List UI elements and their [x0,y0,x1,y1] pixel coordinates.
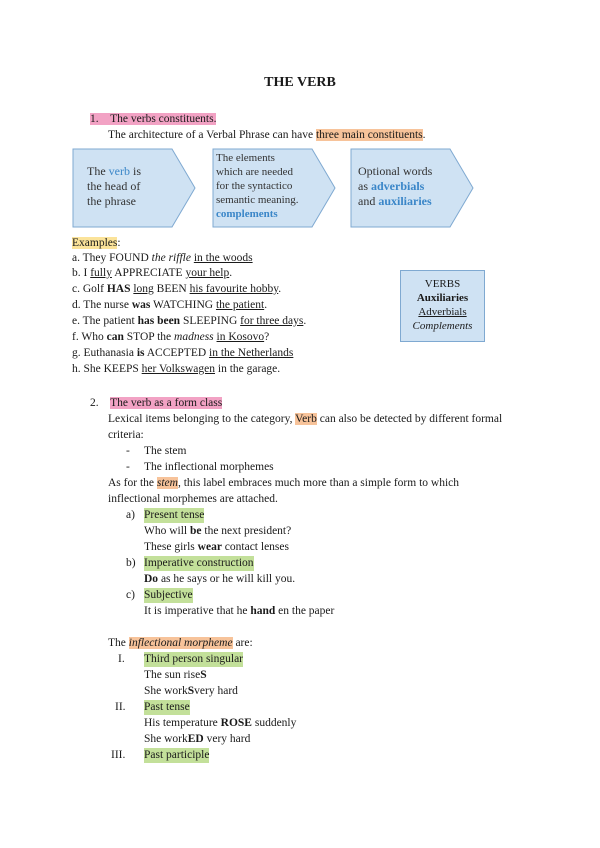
morpheme-item-I: I. Third person singular [118,653,244,665]
morpheme-II-example-2: She workED very hard [144,733,251,745]
example-e: e. The patient has been SLEEPING for three days. [72,315,307,327]
stem-item-a: a) Present tense [126,509,205,521]
criteria-list-item: - The inflectional morphemes [126,461,274,473]
stem-item-b: b) Imperative construction [126,557,254,569]
morpheme-I-example-1: The sun riseS [144,669,207,681]
example-b: b. I fully APPRECIATE your help. [72,267,233,279]
intro-prefix: The architecture of a Verbal Phrase can have [108,129,316,141]
example-h: h. She KEEPS her Volkswagen in the garage. [72,363,281,375]
section2-p2-line2: inflectional morphemes are attached. [108,493,278,505]
section1-heading [90,112,216,127]
example-g: g. Euthanasia is ACCEPTED in the Netherlands [72,347,294,359]
morpheme-I-example-2: She workSvery hard [144,685,238,697]
morpheme-item-II: II. Past tense [115,701,190,713]
morpheme-item-III: III. Past participle [111,749,210,761]
section1-intro [108,128,426,143]
stem-a-example-2: These girls wear contact lenses [144,541,289,553]
example-f: f. Who can STOP the madness in Kosovo? [72,331,270,343]
criteria-list-item: - The stem [126,445,187,457]
arrow-box-2: The elements which are needed for the syntactico semantic meaning. complements [216,152,299,220]
stem-b-example-1: Do as he says or he will kill you. [144,573,296,585]
examples-label: Examples: [72,237,121,249]
stem-item-c: c) Subjective [126,589,193,601]
page-title: THE VERB [264,75,336,90]
arrow-box-1: The verb is the head of the phrase [87,164,141,208]
verbs-box-auxiliaries: Auxiliaries [416,292,469,304]
section2-heading: 2. The verb as a form class [90,397,223,409]
section2-p1-line1: Lexical items belonging to the category, Verb can also be detected by different formal [108,413,503,425]
section1-heading-text: The verbs constituents. [110,113,217,125]
example-c: c. Golf HAS long BEEN his favourite hobby. [72,283,282,295]
verbs-box-title: VERBS [424,278,461,290]
example-a: a. They FOUND the riffle in the woods [72,252,253,264]
verbs-box-adverbials: Adverbials [418,306,467,318]
section2-p1-line2: criteria: [108,429,144,441]
intro-suffix: . [422,129,426,141]
arrow-box-3: Optional words as adverbials and auxiliaries [358,164,433,208]
intro-highlight: three main constituents [315,129,423,141]
section2-p2-line1: As for the stem, this label embraces much more than a simple form to which [108,477,459,489]
morpheme-II-example-1: His temperature ROSE suddenly [144,717,297,729]
example-d: d. The nurse was WATCHING the patient. [72,299,268,311]
verbs-box [400,270,485,342]
stem-a-example-1: Who will be the next president? [144,525,292,537]
stem-c-example-1: It is imperative that he hand en the paper [144,605,335,617]
section2-p3: The inflectional morpheme are: [108,637,253,649]
section1-number: 1. [90,113,99,125]
verbs-box-complements: Complements [412,320,473,332]
